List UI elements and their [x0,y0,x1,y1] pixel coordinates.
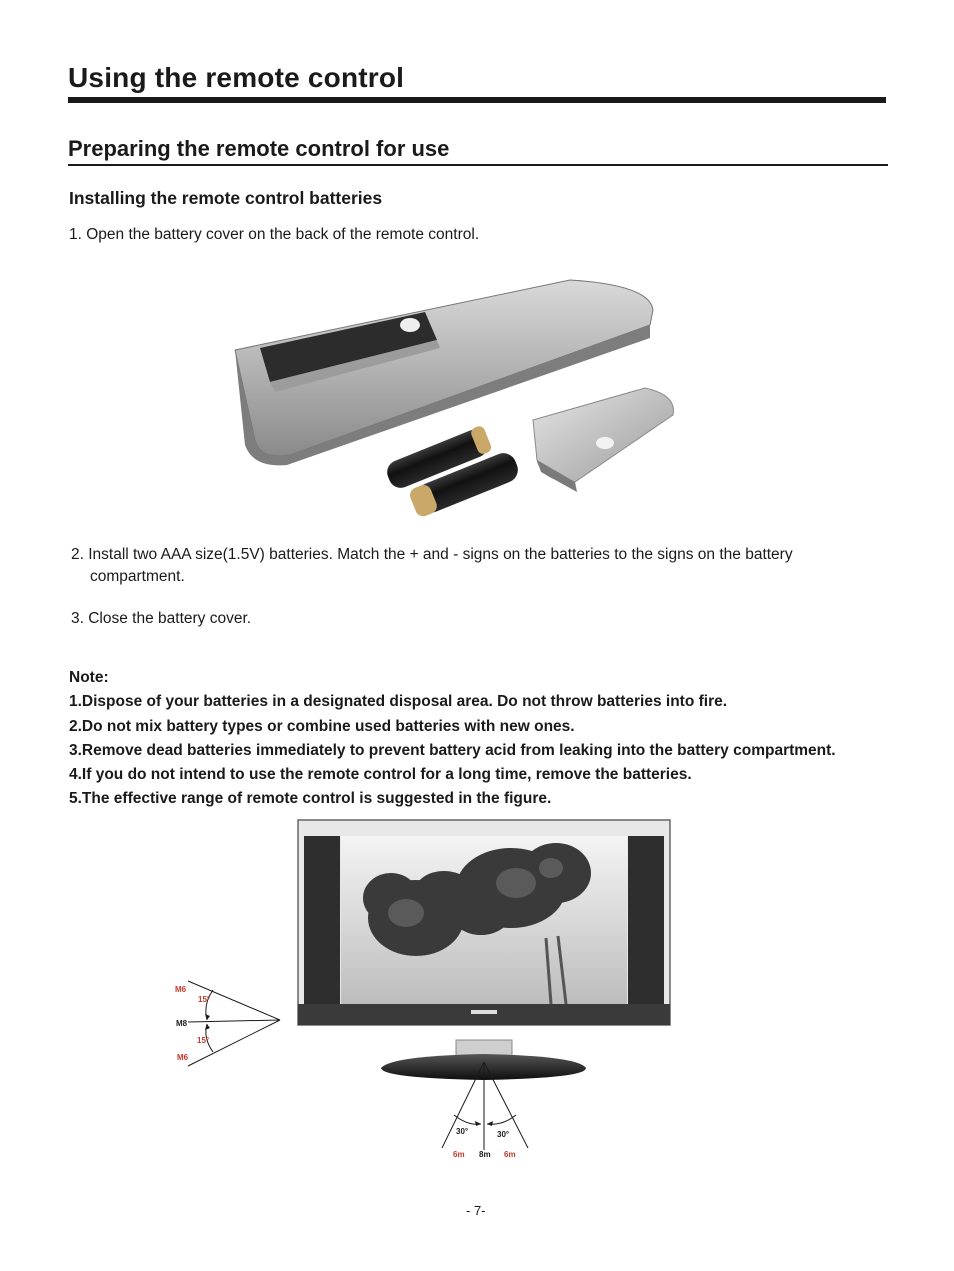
note-5: 5.The effective range of remote control is suggested in the figure. [69,790,552,807]
note-heading: Note: [69,669,109,686]
angle-label-bottom: 15° [197,1036,210,1045]
step-2-continued: compartment. [90,568,185,585]
range-label-top: M6 [175,985,187,994]
title-rule [68,97,886,103]
page-number: - 7- [466,1203,486,1218]
angle-label-right: 30° [497,1130,510,1139]
range-label-left: 6m [453,1150,465,1159]
range-label-right: 6m [504,1150,516,1159]
range-label-middle: M8 [176,1019,188,1028]
note-4: 4.If you do not intend to use the remote control for a long time, remove the batteries. [69,766,692,783]
angle-label-top: 15° [198,995,211,1004]
note-1: 1.Dispose of your batteries in a designated disposal area. Do not throw batteries into fire. [69,693,728,710]
note-2: 2.Do not mix battery types or combine used batteries with new ones. [69,718,575,735]
remote-battery-illustration [225,270,680,525]
range-label-center: 8m [479,1150,491,1159]
range-label-bottom: M6 [177,1053,189,1062]
step-1: 1. Open the battery cover on the back of the remote control. [69,226,480,243]
subsection-title: Installing the remote control batteries [69,188,383,208]
angle-label-left: 30° [456,1127,469,1136]
horizontal-range-diagram [440,1060,535,1155]
tv-illustration [296,818,672,1083]
section-title: Preparing the remote control for use [68,136,450,161]
step-2: 2. Install two AAA size(1.5V) batteries. Match the + and - signs on the batteries to the signs on the battery [71,546,793,563]
step-3: 3. Close the battery cover. [71,610,252,627]
note-3: 3.Remove dead batteries immediately to prevent battery acid from leaking into the battery compartment. [69,742,836,759]
section-rule [68,164,888,166]
page-title: Using the remote control [68,62,405,93]
